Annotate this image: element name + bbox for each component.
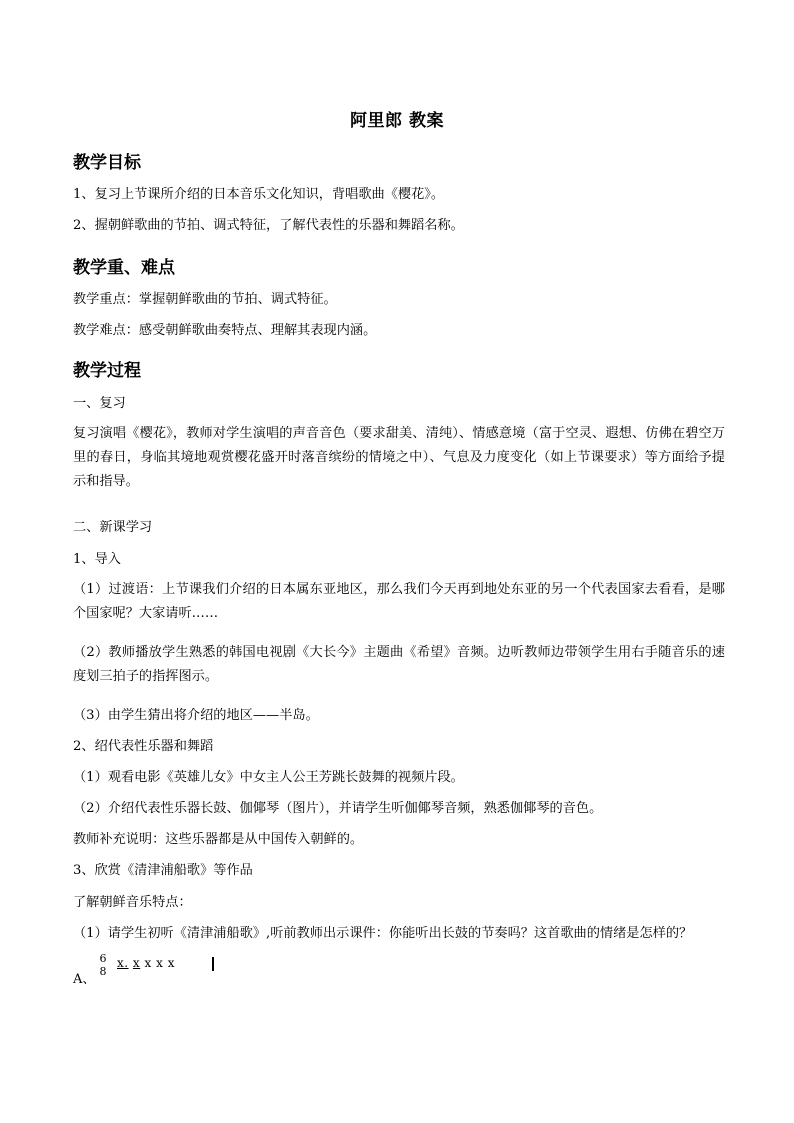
objective-2: 2、握朝鲜歌曲的节拍、调式特征，了解代表性的乐器和舞蹈名称。: [73, 218, 464, 233]
intro-item-3: （3）由学生猜出将介绍的地区——半岛。: [73, 708, 319, 723]
appreciate-heading: 3、欣赏《清津浦船歌》等作品: [73, 863, 253, 878]
difficult-point: 教学难点：感受朝鲜歌曲奏特点、理解其表现内涵。: [73, 323, 377, 338]
key-point: 教学重点：掌握朝鲜歌曲的节拍、调式特征。: [73, 292, 337, 307]
intro-item-2: （2）教师播放学生熟悉的韩国电视剧《大长今》主题曲《希望》音频。边听教师边带领学生用右手随音乐的速度划三拍子的指挥图示。: [73, 645, 725, 684]
review-paragraph: 复习演唱《樱花》，教师对学生演唱的声音音色（要求甜美、清纯）、情感意境（富于空灵、遐想、仿佛在碧空万里的春日，身临其境地观赏樱花盛开时落音缤纷的情境之中）、气息及力度变化（如上节课要求）等方面给予提示和指导。: [73, 426, 725, 489]
time-signature-bottom: 8: [99, 965, 107, 978]
rhythm-notes-dotted: x.: [117, 956, 129, 970]
instruments-item-2: （2）介绍代表性乐器长鼓、伽倻琴（图片），并请学生听伽倻琴音频，熟悉伽倻琴的音色。: [73, 801, 603, 816]
key-points-heading: 教学重、难点: [73, 258, 175, 278]
rhythm-notes: [117, 956, 175, 970]
rhythm-notes-rest: x x x: [144, 956, 175, 970]
objectives-heading: 教学目标: [73, 153, 141, 173]
rhythm-notes-short: x: [132, 956, 141, 970]
new-lesson-heading: 二、新课学习: [73, 520, 153, 535]
time-signature: [97, 952, 109, 978]
bar-line: [212, 957, 214, 971]
instruments-heading: 2、绍代表性乐器和舞蹈: [73, 739, 214, 754]
intro-item-1: （1）过渡语：上节课我们介绍的日本属东亚地区，那么我们今天再到地处东亚的另一个代表国家去看看，是哪个国家呢？大家请听……: [73, 582, 725, 621]
objective-1: 1、复习上节课所介绍的日本音乐文化知识，背唱歌曲《樱花》。: [73, 187, 445, 202]
instruments-item-1: （1）观看电影《英雄儿女》中女主人公王芳跳长鼓舞的视频片段。: [73, 770, 464, 785]
rhythm-notation: [73, 952, 273, 992]
document-title: 阿里郎 教案: [350, 111, 444, 131]
process-heading: 教学过程: [73, 361, 141, 381]
teacher-note: 教师补充说明：这些乐器都是从中国传入朝鲜的。: [73, 832, 364, 847]
intro-heading: 1、导入: [73, 552, 121, 567]
features-heading: 了解朝鲜音乐特点：: [73, 895, 192, 910]
rhythm-label: A、: [73, 972, 96, 987]
listen-item-1: （1）请学生初听《清津浦船歌》,听前教师出示课件：你能听出长鼓的节奏吗？这首歌曲的情绪是怎样的？: [73, 926, 693, 941]
review-heading: 一、复习: [73, 396, 126, 411]
time-signature-top: 6: [99, 952, 107, 965]
